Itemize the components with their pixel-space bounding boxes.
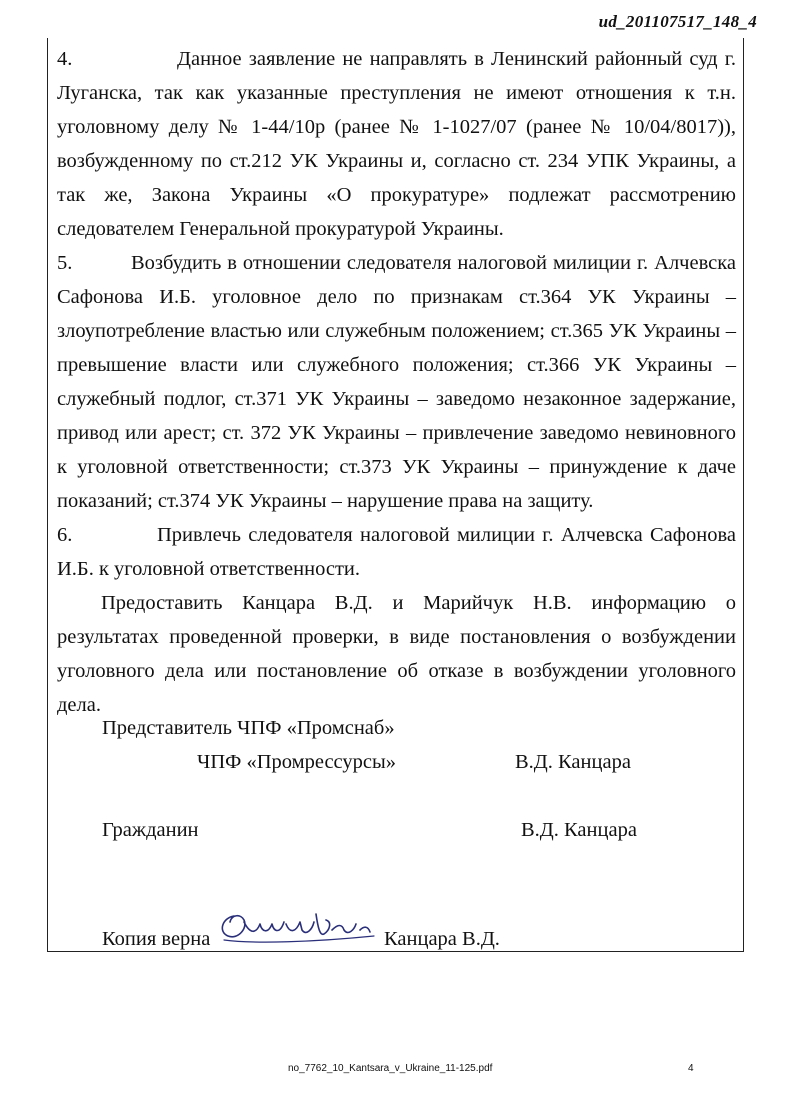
item-text: Возбудить в отношении следователя налоговой милиции г. Алчевска Сафонова И.Б. уголовное дело по признакам ст.364 УК Украины – злоупотребление властью или служебным положением; ст.365 УК Украины – превышение власти или служебного положения; ст.366 УК Украины – служебный подлог, ст.371 УК Украины – заведомо незаконное задержание, привод или арест; ст. 372 УК Украины – привлечение заведомо невиновного к уголовной ответственности; ст.373 УК Украины – принуждение к даче показаний; ст.374 УК Украины – нарушение права на защиту. — [57, 252, 736, 512]
item-6 — [57, 518, 736, 586]
item-4 — [57, 42, 736, 246]
footer-filename: no_7762_10_Kantsara_v_Ukraine_11-125.pdf — [288, 1063, 493, 1074]
item-text: Данное заявление не направлять в Ленинский районный суд г. Луганска, так как указанные преступления не имеют отношения к т.н. уголовному делу № 1-44/10р (ранее № 1-1027/07 (ранее № 10/04/8017)), возбужденному по ст.212 УК Украины и, согласно ст. 234 УПК Украины, а так же, Закона Украины «О прокуратуре» подлежат рассмотрению следователем Генеральной прокуратурой Украины. — [57, 48, 736, 240]
request-paragraph: Предоставить Канцара В.Д. и Марийчук Н.В. информацию о результатах проведенной проверки, в виде постановления о возбуждении уголовного дела или постановление об отказе в возбуждении уголовного дела. — [57, 592, 736, 716]
representative-company: ЧПФ «Промрессурсы» — [197, 751, 396, 773]
representative-title: Представитель ЧПФ «Промснаб» — [102, 717, 395, 739]
copy-certified-label: Копия верна — [102, 928, 211, 950]
page-number: 4 — [688, 1063, 694, 1074]
document-id: ud_201107517_148_4 — [598, 12, 757, 31]
copy-certified-name: Канцара В.Д. — [384, 928, 500, 950]
representative-name: В.Д. Канцара — [515, 751, 631, 773]
item-number: 4. — [57, 48, 73, 70]
handwritten-signature — [214, 900, 379, 950]
citizen-label: Гражданин — [102, 819, 199, 841]
item-number: 5. — [57, 252, 73, 274]
item-5 — [57, 246, 736, 518]
item-text: Привлечь следователя налоговой милиции г. Алчевска Сафонова И.Б. к уголовной ответственности. — [57, 524, 736, 580]
document-body — [57, 42, 736, 722]
item-number: 6. — [57, 524, 73, 546]
citizen-name: В.Д. Канцара — [521, 819, 637, 841]
